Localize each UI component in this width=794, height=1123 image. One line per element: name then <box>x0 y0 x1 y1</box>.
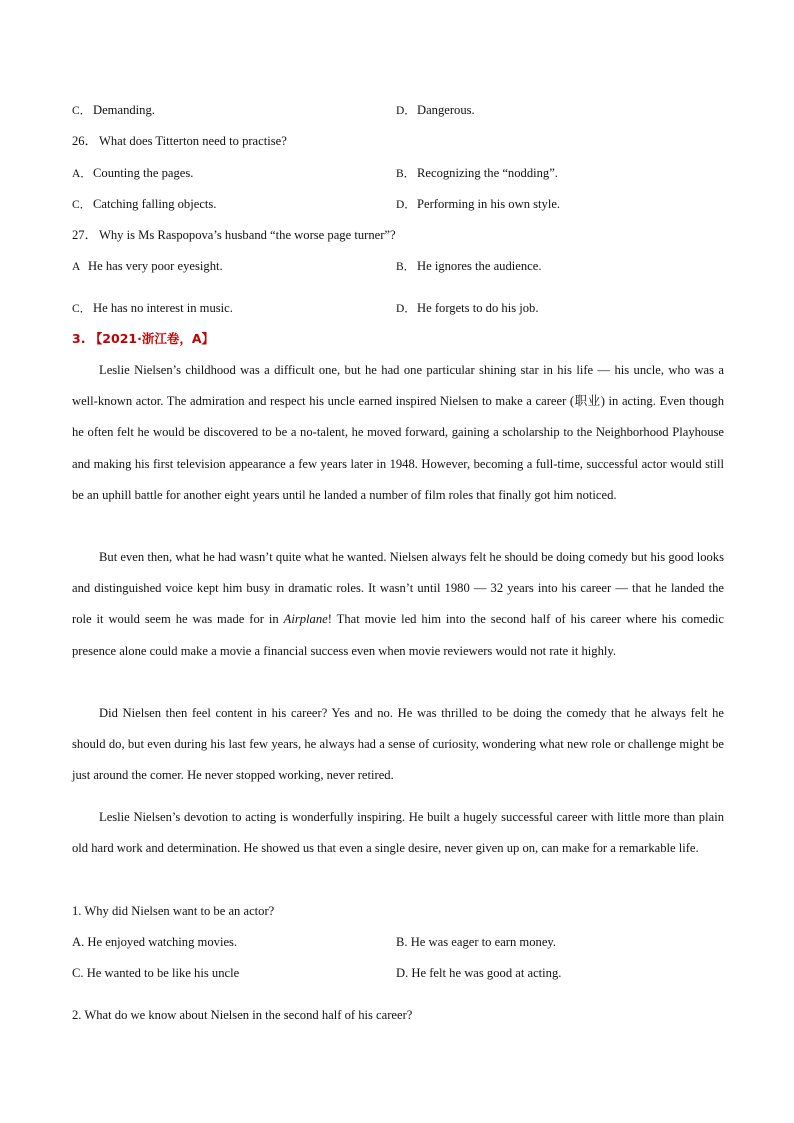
s3-q1-option-b: B. He was eager to earn money. <box>396 935 557 949</box>
passage-paragraph-1: Leslie Nielsen’s childhood was a difficult one, but he had one particular shining star in his life — his uncle, who was a well-known actor. The admiration and respect his uncle earned inspired Nielsen to make a career (职业) in acting. Even though he often felt he would be discovered to be a no-talent, he moved forward, gaining a scholarship to the Neighborhood Playhouse and making his first television appearance a few years later in 1948. However, becoming a full-time, successful actor would still be an uphill battle for another eight years until he landed a number of film roles that finally got him noticed. <box>72 363 724 502</box>
q27-option-c: C． He has no interest in music. <box>72 301 233 315</box>
q25-option-d: D．Dangerous. <box>396 103 475 117</box>
q26-option-a: A．Counting the pages. <box>72 166 194 180</box>
passage-paragraph-3: Did Nielsen then feel content in his career? Yes and no. He was thrilled to be doing the comedy that he always felt he should do, but even during his last few years, he always had a sense of curiosity, wondering what new role or challenge might be just around the comer. He never stopped working, never retired. <box>72 706 724 783</box>
movie-title: Airplane <box>283 612 328 627</box>
s3-q1-option-a: A. He enjoyed watching movies. <box>72 935 238 949</box>
q27-question: 27． Why is Ms Raspopova’s husband “the worse page turner”? <box>72 228 396 242</box>
passage-paragraph-2: But even then, what he had wasn’t quite what he wanted. Nielsen always felt he should be doing comedy but his good looks and distinguished voice kept him busy in dramatic roles. It wasn’t until 1980 — 32 years into his career — that he landed the role it would seem he was made for in Airplane! That movie led him into the second half of his career where his comedic presence alone could make a movie a financial success even when movie reviewers would not rate it highly. <box>72 550 724 658</box>
q25-option-c: C． Demanding. <box>72 103 155 117</box>
s3-q1-option-d: D. He felt he was good at acting. <box>396 966 562 980</box>
q27-option-b: B． He ignores the audience. <box>396 259 542 273</box>
q27-options-row-1 <box>72 256 724 276</box>
q27-option-d: D．He forgets to do his job. <box>396 301 539 315</box>
q26-question: 26． What does Titterton need to practise? <box>72 134 287 148</box>
q27-option-a: A He has very poor eyesight. <box>72 259 223 273</box>
s3-q1-question: 1. Why did Nielsen want to be an actor? <box>72 904 275 918</box>
section-heading: 3. 【2021·浙江卷，A】 <box>72 331 215 346</box>
s3-q1-options-row-2 <box>72 963 724 983</box>
q26-option-d: D．Performing in his own style. <box>396 197 561 211</box>
q26-options-row-2 <box>72 194 724 214</box>
q26-option-c: C． Catching falling objects. <box>72 197 217 211</box>
q27-options-row-2 <box>72 298 724 318</box>
passage-paragraph-4: Leslie Nielsen’s devotion to acting is wonderfully inspiring. He built a hugely successful career with little more than plain old hard work and determination. He showed us that even a single desire, never given up on, can make for a remarkable life. <box>72 810 724 856</box>
s3-q2-question: 2. What do we know about Nielsen in the second half of his career? <box>72 1008 413 1022</box>
s3-q1-option-c: C. He wanted to be like his uncle <box>72 966 240 980</box>
q26-option-b: B． Recognizing the “nodding”. <box>396 166 558 180</box>
q25-options-row <box>72 100 724 120</box>
document-page <box>72 0 724 1123</box>
s3-q1-options-row-1 <box>72 932 724 952</box>
q26-options-row-1 <box>72 163 724 183</box>
